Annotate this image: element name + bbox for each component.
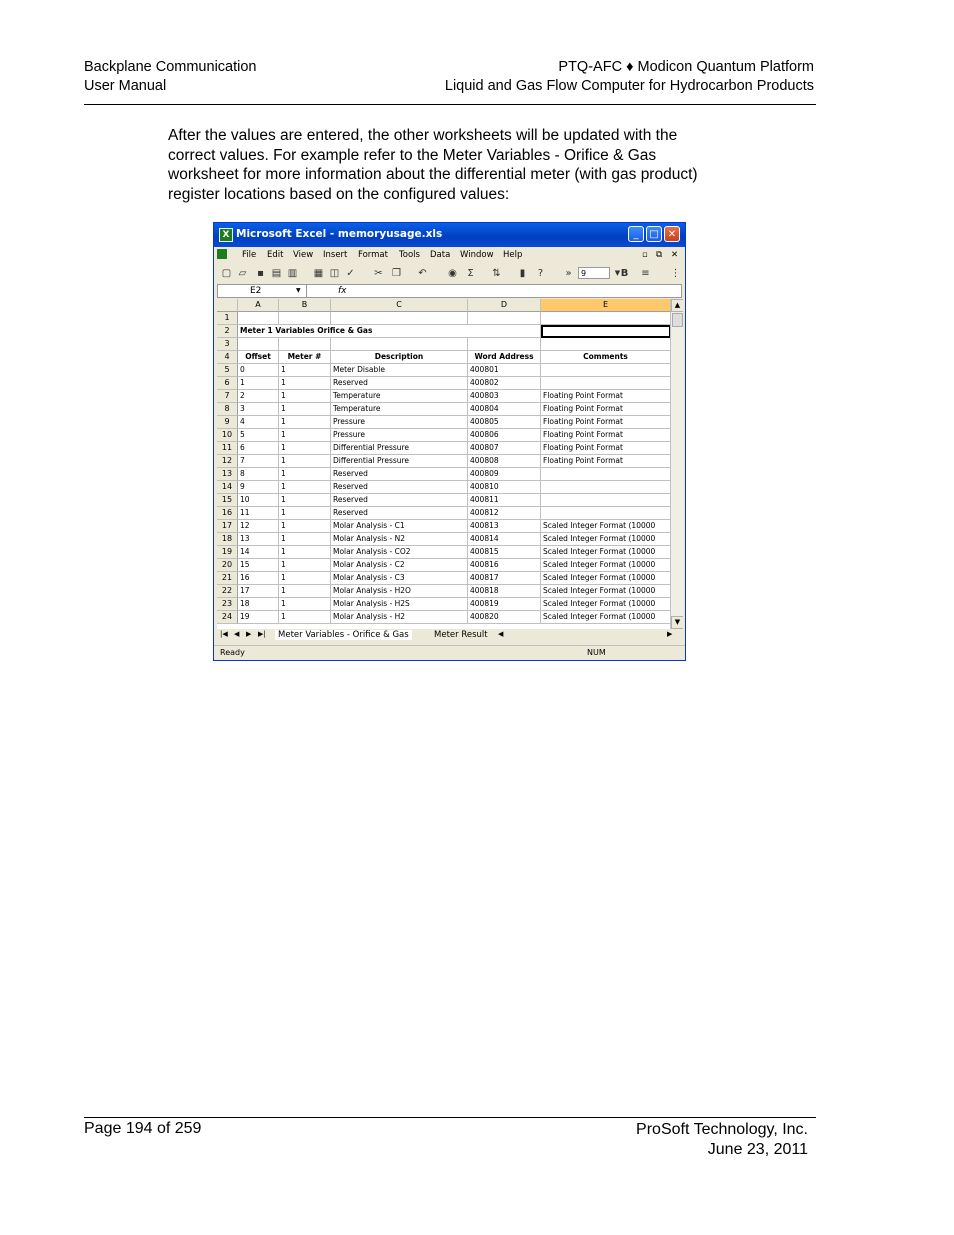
row-header[interactable]: 22 (217, 585, 238, 598)
table-cell[interactable]: Meter Disable (331, 364, 468, 377)
table-row (217, 312, 683, 325)
table-cell[interactable]: Scaled Integer Format (10000 (541, 533, 671, 546)
tab-meter-result[interactable]: Meter Result (434, 630, 488, 640)
table-cell[interactable]: 0 (238, 364, 279, 377)
table-cell[interactable]: 400820 (468, 611, 541, 624)
table-cell[interactable]: 400802 (468, 377, 541, 390)
table-row (217, 455, 683, 468)
table-row (217, 611, 683, 624)
table-cell[interactable]: 13 (238, 533, 279, 546)
row-header[interactable]: 19 (217, 546, 238, 559)
table-cell[interactable]: Scaled Integer Format (10000 (541, 572, 671, 585)
row-header[interactable]: 24 (217, 611, 238, 624)
permission-icon[interactable]: ▤ (271, 268, 282, 279)
help-icon[interactable]: ? (537, 268, 544, 279)
first-sheet-icon[interactable]: |◀ (220, 630, 228, 638)
body-line: worksheet for more information about the differential meter (with gas product) (168, 166, 698, 183)
table-cell[interactable]: 14 (238, 546, 279, 559)
header-product: PTQ-AFC ♦ Modicon Quantum Platform (558, 59, 814, 75)
table-cell[interactable]: 400818 (468, 585, 541, 598)
table-cell[interactable]: 9 (238, 481, 279, 494)
table-row (217, 325, 683, 338)
undo-icon[interactable]: ↶ (418, 268, 427, 279)
table-cell[interactable]: Scaled Integer Format (10000 (541, 546, 671, 559)
table-cell[interactable] (468, 312, 541, 325)
table-row (217, 585, 683, 598)
table-cell[interactable]: Molar Analysis - H2O (331, 585, 468, 598)
column-header-d[interactable]: D (468, 299, 541, 312)
table-cell[interactable]: 1 (279, 364, 331, 377)
menu-window[interactable]: Window (460, 250, 494, 260)
next-sheet-icon[interactable]: ▶ (246, 630, 252, 638)
excel-title-bar (214, 223, 685, 247)
table-cell[interactable] (331, 312, 468, 325)
table-cell[interactable]: 400806 (468, 429, 541, 442)
excel-toolbar (214, 264, 685, 283)
status-num: NUM (587, 648, 606, 657)
row-header[interactable]: 18 (217, 533, 238, 546)
table-cell[interactable] (541, 364, 671, 377)
table-cell[interactable] (331, 338, 468, 351)
table-cell[interactable]: Floating Point Format (541, 455, 671, 468)
menu-insert[interactable]: Insert (323, 250, 348, 260)
table-cell[interactable]: Description (331, 351, 468, 364)
toolbar-options-icon[interactable]: » (565, 268, 572, 279)
table-cell[interactable]: Word Address (468, 351, 541, 364)
formula-bar (217, 284, 682, 298)
hyperlink-icon[interactable]: ◉ (448, 268, 457, 279)
chart-wizard-icon[interactable]: ▮ (519, 268, 526, 279)
horizontal-scroll-right-icon[interactable]: ▶ (667, 630, 673, 638)
table-cell[interactable]: 1 (279, 481, 331, 494)
menu-tools[interactable]: Tools (399, 250, 420, 260)
table-cell[interactable]: 10 (238, 494, 279, 507)
new-icon[interactable]: ▢ (221, 268, 232, 279)
table-cell[interactable]: 1 (279, 598, 331, 611)
table-row (217, 429, 683, 442)
table-cell[interactable]: Meter 1 Variables Orifice & Gas (238, 325, 468, 338)
table-cell[interactable]: 1 (238, 377, 279, 390)
table-cell[interactable]: Floating Point Format (541, 429, 671, 442)
table-cell[interactable] (468, 325, 541, 338)
excel-app-icon: X (219, 228, 233, 242)
table-cell[interactable]: 400811 (468, 494, 541, 507)
row-header[interactable]: 12 (217, 455, 238, 468)
sheet-icon (217, 249, 227, 259)
table-cell[interactable]: Molar Analysis - C2 (331, 559, 468, 572)
table-cell[interactable]: 400804 (468, 403, 541, 416)
table-cell[interactable]: Meter # (279, 351, 331, 364)
row-header[interactable]: 6 (217, 377, 238, 390)
table-cell[interactable]: 1 (279, 442, 331, 455)
table-row (217, 377, 683, 390)
table-cell[interactable]: 400814 (468, 533, 541, 546)
chevron-down-icon[interactable]: ▼ (296, 287, 301, 294)
table-cell[interactable] (279, 338, 331, 351)
table-cell[interactable]: 5 (238, 429, 279, 442)
table-row (217, 520, 683, 533)
row-header[interactable]: 21 (217, 572, 238, 585)
table-cell[interactable]: Molar Analysis - C3 (331, 572, 468, 585)
company-name: ProSoft Technology, Inc. (636, 1121, 808, 1138)
table-cell[interactable]: 1 (279, 520, 331, 533)
table-cell[interactable]: 12 (238, 520, 279, 533)
name-box-value: E2 (250, 286, 262, 296)
sort-icon[interactable]: ⇅ (492, 268, 501, 279)
row-header[interactable]: 4 (217, 351, 238, 364)
spelling-icon[interactable]: ✓ (346, 268, 355, 279)
table-cell[interactable]: 1 (279, 533, 331, 546)
vertical-scrollbar[interactable] (670, 299, 683, 629)
table-cell[interactable]: Scaled Integer Format (10000 (541, 611, 671, 624)
table-cell[interactable]: 400808 (468, 455, 541, 468)
save-icon[interactable]: ▪ (257, 268, 264, 279)
table-cell[interactable]: 400801 (468, 364, 541, 377)
row-header[interactable]: 23 (217, 598, 238, 611)
scroll-down-icon[interactable]: ▼ (671, 616, 683, 629)
table-cell[interactable]: Temperature (331, 403, 468, 416)
table-cell[interactable]: 400805 (468, 416, 541, 429)
header-section-title: Backplane Communication (84, 59, 257, 75)
table-cell[interactable]: Comments (541, 351, 671, 364)
row-header[interactable]: 7 (217, 390, 238, 403)
table-cell[interactable] (541, 338, 671, 351)
body-line: correct values. For example refer to the Meter Variables - Orifice & Gas (168, 146, 657, 164)
restore-window-icon[interactable]: ⧉ (656, 250, 663, 260)
column-header-c[interactable]: C (331, 299, 468, 312)
table-cell[interactable]: Scaled Integer Format (10000 (541, 598, 671, 611)
table-cell[interactable] (279, 312, 331, 325)
table-row (217, 442, 683, 455)
table-cell[interactable]: 1 (279, 585, 331, 598)
body-paragraph (168, 126, 768, 204)
restore-icon[interactable]: ▫ (642, 250, 648, 260)
table-cell[interactable]: 400810 (468, 481, 541, 494)
table-cell[interactable]: 6 (238, 442, 279, 455)
table-cell[interactable]: 16 (238, 572, 279, 585)
table-cell[interactable]: 17 (238, 585, 279, 598)
table-row (217, 559, 683, 572)
table-cell[interactable]: Molar Analysis - H2S (331, 598, 468, 611)
close-icon[interactable]: ✕ (664, 226, 680, 242)
table-row (217, 481, 683, 494)
table-cell[interactable]: Reserved (331, 507, 468, 520)
table-cell[interactable]: Reserved (331, 377, 468, 390)
table-cell[interactable]: 1 (279, 416, 331, 429)
table-cell[interactable]: 400807 (468, 442, 541, 455)
body-line: After the values are entered, the other worksheets will be updated with the (168, 127, 678, 144)
table-cell[interactable]: 7 (238, 455, 279, 468)
menu-file[interactable]: File (242, 250, 257, 260)
table-row (217, 338, 683, 351)
table-row (217, 507, 683, 520)
table-cell[interactable] (279, 325, 331, 338)
excel-window-title: Microsoft Excel - memoryusage.xls (236, 228, 443, 240)
table-cell[interactable]: 400803 (468, 390, 541, 403)
table-cell[interactable]: Temperature (331, 390, 468, 403)
sheet-tabs (217, 629, 683, 643)
footer-rule (84, 1117, 816, 1118)
table-cell[interactable] (331, 325, 468, 338)
table-row (217, 390, 683, 403)
table-cell[interactable]: Scaled Integer Format (10000 (541, 585, 671, 598)
menu-data[interactable]: Data (430, 250, 451, 260)
menu-edit[interactable]: Edit (267, 250, 284, 260)
row-header[interactable]: 11 (217, 442, 238, 455)
table-cell[interactable]: Floating Point Format (541, 416, 671, 429)
toolbar-more-icon[interactable]: ⋮ (670, 268, 681, 279)
table-cell[interactable] (541, 312, 671, 325)
table-cell[interactable]: 3 (238, 403, 279, 416)
table-cell[interactable]: Reserved (331, 494, 468, 507)
table-cell[interactable]: 400816 (468, 559, 541, 572)
row-header[interactable]: 8 (217, 403, 238, 416)
table-cell[interactable]: Offset (238, 351, 279, 364)
table-cell[interactable] (541, 468, 671, 481)
table-row (217, 364, 683, 377)
print-icon[interactable]: ▦ (313, 268, 324, 279)
table-row (217, 403, 683, 416)
table-cell[interactable]: 400809 (468, 468, 541, 481)
font-size-select[interactable]: 9 (578, 267, 610, 279)
table-cell[interactable]: Differential Pressure (331, 455, 468, 468)
table-cell[interactable]: 400813 (468, 520, 541, 533)
table-cell[interactable]: Molar Analysis - N2 (331, 533, 468, 546)
header-left (84, 58, 256, 96)
table-cell[interactable] (238, 338, 279, 351)
scroll-up-icon[interactable]: ▲ (671, 299, 683, 312)
table-cell[interactable]: 11 (238, 507, 279, 520)
table-cell[interactable]: Differential Pressure (331, 442, 468, 455)
scroll-thumb[interactable] (672, 313, 683, 327)
table-cell[interactable]: 1 (279, 559, 331, 572)
function-icon[interactable]: fx (338, 286, 347, 296)
menu-view[interactable]: View (293, 250, 314, 260)
table-cell[interactable]: 400817 (468, 572, 541, 585)
table-cell[interactable] (468, 338, 541, 351)
spreadsheet-grid[interactable] (217, 299, 683, 629)
body-line: register locations based on the configured values: (168, 185, 510, 203)
excel-menu-bar (214, 247, 685, 263)
table-cell[interactable] (541, 481, 671, 494)
open-icon[interactable]: ▱ (238, 268, 247, 279)
row-header[interactable]: 14 (217, 481, 238, 494)
cut-icon[interactable]: ✂ (374, 268, 383, 279)
table-row (217, 572, 683, 585)
table-cell[interactable]: Reserved (331, 468, 468, 481)
table-cell[interactable]: 2 (238, 390, 279, 403)
select-all[interactable] (217, 299, 238, 312)
bold-icon[interactable]: B (620, 268, 629, 279)
status-bar (214, 645, 685, 660)
email-icon[interactable]: ▥ (287, 268, 298, 279)
table-row (217, 468, 683, 481)
table-row (217, 533, 683, 546)
table-cell[interactable] (541, 494, 671, 507)
row-header[interactable]: 1 (217, 312, 238, 325)
header-rule (84, 104, 816, 105)
table-cell[interactable] (541, 507, 671, 520)
table-cell[interactable]: Floating Point Format (541, 442, 671, 455)
row-header[interactable]: 9 (217, 416, 238, 429)
table-row (217, 351, 683, 364)
row-header[interactable]: 10 (217, 429, 238, 442)
table-cell[interactable]: 8 (238, 468, 279, 481)
row-header[interactable]: 16 (217, 507, 238, 520)
autosum-icon[interactable]: Σ (467, 268, 474, 279)
table-cell[interactable]: 1 (279, 403, 331, 416)
header-right (445, 58, 814, 96)
excel-window (213, 222, 686, 661)
menu-help[interactable]: Help (503, 250, 523, 260)
row-header[interactable]: 5 (217, 364, 238, 377)
last-sheet-icon[interactable]: ▶| (258, 630, 266, 638)
table-row (217, 416, 683, 429)
align-icon[interactable]: ≡ (641, 268, 650, 279)
tab-scroll-left-icon[interactable]: ◀ (498, 630, 504, 638)
table-cell[interactable]: 1 (279, 572, 331, 585)
status-ready: Ready (220, 648, 245, 657)
column-header-a[interactable]: A (238, 299, 279, 312)
table-cell[interactable]: 1 (279, 494, 331, 507)
table-cell[interactable]: 400812 (468, 507, 541, 520)
table-cell[interactable]: 1 (279, 507, 331, 520)
page-number: Page 194 of 259 (84, 1120, 202, 1137)
header-manual-title: User Manual (84, 78, 167, 94)
print-preview-icon[interactable]: ◫ (329, 268, 340, 279)
table-cell[interactable]: Scaled Integer Format (10000 (541, 520, 671, 533)
table-cell[interactable]: 1 (279, 429, 331, 442)
row-header[interactable]: 2 (217, 325, 238, 338)
table-cell[interactable]: 19 (238, 611, 279, 624)
table-cell[interactable]: 1 (279, 611, 331, 624)
table-cell[interactable]: 1 (279, 390, 331, 403)
table-cell[interactable]: 1 (279, 546, 331, 559)
table-cell[interactable]: Floating Point Format (541, 403, 671, 416)
table-cell[interactable]: Pressure (331, 429, 468, 442)
column-header-b[interactable]: B (279, 299, 331, 312)
table-row (217, 494, 683, 507)
table-cell[interactable]: 18 (238, 598, 279, 611)
table-cell[interactable]: 1 (279, 455, 331, 468)
table-cell[interactable]: Molar Analysis - C1 (331, 520, 468, 533)
row-header[interactable]: 20 (217, 559, 238, 572)
row-header[interactable]: 13 (217, 468, 238, 481)
table-cell[interactable]: 1 (279, 468, 331, 481)
table-cell[interactable] (541, 325, 671, 338)
maximize-icon[interactable]: □ (646, 226, 662, 242)
footer-right (636, 1120, 808, 1159)
table-row (217, 598, 683, 611)
table-cell[interactable] (238, 312, 279, 325)
column-header-e[interactable]: E (541, 299, 671, 312)
table-row (217, 546, 683, 559)
row-header[interactable]: 17 (217, 520, 238, 533)
table-cell[interactable]: Molar Analysis - H2 (331, 611, 468, 624)
prev-sheet-icon[interactable]: ◀ (234, 630, 240, 638)
table-cell[interactable] (541, 377, 671, 390)
table-cell[interactable]: 4 (238, 416, 279, 429)
chevron-down-icon[interactable]: ▼ (614, 269, 621, 277)
minimize-icon[interactable]: _ (628, 226, 644, 242)
row-header[interactable]: 3 (217, 338, 238, 351)
name-box[interactable] (218, 285, 307, 297)
menu-format[interactable]: Format (358, 250, 388, 260)
copy-icon[interactable]: ❐ (392, 268, 401, 279)
close-workbook-icon[interactable]: ✕ (671, 250, 679, 260)
table-cell[interactable]: 15 (238, 559, 279, 572)
table-cell[interactable]: 400819 (468, 598, 541, 611)
table-cell[interactable]: Molar Analysis - CO2 (331, 546, 468, 559)
table-cell[interactable]: 400815 (468, 546, 541, 559)
table-cell[interactable]: Pressure (331, 416, 468, 429)
publish-date: June 23, 2011 (707, 1140, 808, 1158)
row-header[interactable]: 15 (217, 494, 238, 507)
header-product-desc: Liquid and Gas Flow Computer for Hydrocarbon Products (444, 78, 814, 94)
tab-meter-variables[interactable]: Meter Variables - Orifice & Gas (275, 630, 412, 640)
table-cell[interactable]: Scaled Integer Format (10000 (541, 559, 671, 572)
table-cell[interactable]: Floating Point Format (541, 390, 671, 403)
table-cell[interactable]: Reserved (331, 481, 468, 494)
table-cell[interactable]: 1 (279, 377, 331, 390)
